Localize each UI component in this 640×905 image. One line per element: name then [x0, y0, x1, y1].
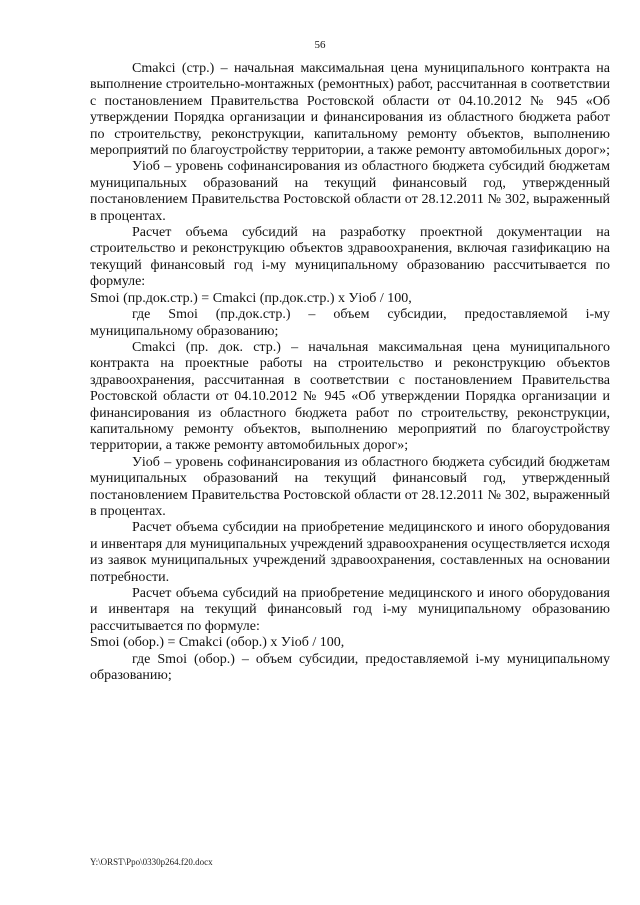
paragraph-design-subsidy-intro: Расчет объема субсидий на разработку проектной документации на строительство и реконструкцию объектов здравоохранения, включая газификацию на текущий финансовый год i-му муниципальному образованию рассчитывается по формуле: [90, 225, 610, 290]
paragraph-cmakci-design-definition: Cmakci (пр. док. стр.) – начальная максимальная цена муниципального контракта на проектные работы на строительство и реконструкцию объектов здравоохранения, рассчитанная в соответствии с постановлением Правительства Ростовской области от 04.10.2012 № 945 «Об утверждении Порядка организации и финансирования из областного бюджета работ по строительству, реконструкции, капитальному ремонту объектов, выполнению мероприятий по благоустройству территории, а также ремонту автомобильных дорог»; [90, 339, 610, 454]
paragraph-equipment-basis: Расчет объема субсидии на приобретение медицинского и иного оборудования и инвентаря для муниципальных учреждений здравоохранения осуществляется исходя из заявок муниципальных учреждений здравоохранения, составленных на основании потребности. [90, 520, 610, 585]
paragraph-cmakci-str-definition: Cmakci (стр.) – начальная максимальная цена муниципального контракта на выполнение строительно-монтажных (ремонтных) работ, рассчитанная в соответствии с постановлением Правительства Ростовской области от 04.10.2012 № 945 «Об утверждении Порядка организации и финансирования из областного бюджета работ по строительству, реконструкции, капитальному ремонту объектов, выполнению мероприятий по благоустройству территории, а также ремонту автомобильных дорог»; [90, 61, 610, 159]
paragraph-smoi-equipment-definition: где Smoi (обор.) – объем субсидии, предоставляемой i-му муниципальному образованию; [90, 651, 610, 684]
document-body [90, 61, 610, 684]
formula-design-subsidy: Smoi (пр.док.стр.) = Cmakci (пр.док.стр.) х Уioб / 100, [90, 290, 412, 306]
paragraph-smoi-design-definition: где Smoi (пр.док.стр.) – объем субсидии, предоставляемой i-му муниципальному образованию; [90, 307, 610, 339]
paragraph-uiob-definition: Уioб – уровень софинансирования из областного бюджета субсидий бюджетам муниципальных образований на текущий финансовый год, утвержденный постановлением Правительства Ростовской области от 28.12.2011 № 302, выраженный в процентах. [90, 159, 610, 224]
footer-file-path: Y:\ORST\Ppo\0330p264.f20.docx [90, 857, 213, 867]
paragraph-uiob-definition-2: Уioб – уровень софинансирования из областного бюджета субсидий бюджетам муниципальных образований на текущий финансовый год, утвержденный постановлением Правительства Ростовской области от 28.12.2011 № 302, выраженный в процентах. [90, 454, 610, 519]
formula-equipment-subsidy: Smoi (обор.) = Cmakci (обор.) х Уioб / 100, [90, 635, 345, 651]
paragraph-equipment-subsidy-intro: Расчет объема субсидий на приобретение медицинского и иного оборудования и инвентаря на текущий финансовый год i-му муниципальному образованию рассчитывается по формуле: [90, 586, 610, 634]
page-number: 56 [314, 39, 326, 51]
